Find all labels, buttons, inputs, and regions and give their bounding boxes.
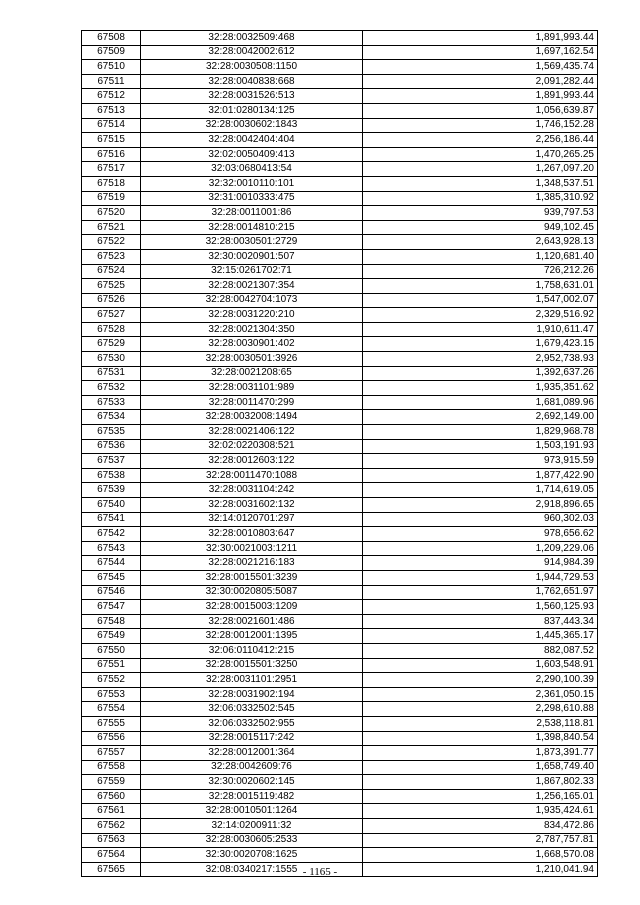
record-id-cell: 67550 <box>82 643 141 658</box>
amount-cell: 2,643,928.13 <box>363 235 598 250</box>
amount-cell: 1,569,435.74 <box>363 60 598 75</box>
record-id-cell: 67527 <box>82 308 141 323</box>
cadastral-number-cell: 32:28:0015119:482 <box>141 789 363 804</box>
table-row <box>82 176 598 191</box>
record-id-cell: 67523 <box>82 249 141 264</box>
cadastral-number-cell: 32:28:0015117:242 <box>141 731 363 746</box>
table-row <box>82 352 598 367</box>
table-row <box>82 395 598 410</box>
amount-cell: 2,952,738.93 <box>363 352 598 367</box>
cadastral-number-cell: 32:28:0031902:194 <box>141 687 363 702</box>
cadastral-number-cell: 32:14:0200911:32 <box>141 819 363 834</box>
amount-cell: 2,538,118.81 <box>363 716 598 731</box>
record-id-cell: 67556 <box>82 731 141 746</box>
amount-cell: 1,758,631.01 <box>363 279 598 294</box>
amount-cell: 2,787,757.81 <box>363 833 598 848</box>
cadastral-number-cell: 32:28:0021216:183 <box>141 556 363 571</box>
cadastral-number-cell: 32:28:0030501:2729 <box>141 235 363 250</box>
record-id-cell: 67544 <box>82 556 141 571</box>
cadastral-number-cell: 32:30:0020602:145 <box>141 775 363 790</box>
table-row <box>82 249 598 264</box>
amount-cell: 1,746,152.28 <box>363 118 598 133</box>
record-id-cell: 67539 <box>82 483 141 498</box>
amount-cell: 837,443.34 <box>363 614 598 629</box>
table-row <box>82 556 598 571</box>
table-row <box>82 31 598 46</box>
record-id-cell: 67559 <box>82 775 141 790</box>
amount-cell: 1,658,749.40 <box>363 760 598 775</box>
cadastral-number-cell: 32:28:0021601:486 <box>141 614 363 629</box>
record-id-cell: 67536 <box>82 439 141 454</box>
table-row <box>82 381 598 396</box>
amount-cell: 726,212.26 <box>363 264 598 279</box>
record-id-cell: 67542 <box>82 527 141 542</box>
cadastral-number-cell: 32:15:0261702:71 <box>141 264 363 279</box>
cadastral-number-cell: 32:28:0031101:2951 <box>141 673 363 688</box>
record-id-cell: 67510 <box>82 60 141 75</box>
record-id-cell: 67537 <box>82 454 141 469</box>
record-id-cell: 67521 <box>82 220 141 235</box>
amount-cell: 1,209,229.06 <box>363 541 598 556</box>
record-id-cell: 67530 <box>82 352 141 367</box>
record-id-cell: 67543 <box>82 541 141 556</box>
amount-cell: 914,984.39 <box>363 556 598 571</box>
amount-cell: 1,681,089.96 <box>363 395 598 410</box>
record-id-cell: 67519 <box>82 191 141 206</box>
table-row <box>82 118 598 133</box>
table-row <box>82 673 598 688</box>
record-id-cell: 67553 <box>82 687 141 702</box>
table-row <box>82 206 598 221</box>
cadastral-number-cell: 32:28:0030605:2533 <box>141 833 363 848</box>
amount-cell: 2,256,186.44 <box>363 133 598 148</box>
cadastral-number-cell: 32:28:0040838:668 <box>141 74 363 89</box>
record-id-cell: 67560 <box>82 789 141 804</box>
amount-cell: 2,290,100.39 <box>363 673 598 688</box>
amount-cell: 978,656.62 <box>363 527 598 542</box>
table-row <box>82 585 598 600</box>
amount-cell: 1,679,423.15 <box>363 337 598 352</box>
cadastral-number-cell: 32:28:0031101:989 <box>141 381 363 396</box>
cadastral-number-cell: 32:31:0010333:475 <box>141 191 363 206</box>
record-id-cell: 67511 <box>82 74 141 89</box>
table-row <box>82 629 598 644</box>
records-table <box>81 30 598 877</box>
record-id-cell: 67513 <box>82 103 141 118</box>
table-row <box>82 498 598 513</box>
cadastral-number-cell: 32:28:0042609:76 <box>141 760 363 775</box>
amount-cell: 1,867,802.33 <box>363 775 598 790</box>
cadastral-number-cell: 32:30:0020708:1625 <box>141 848 363 863</box>
amount-cell: 1,935,424.61 <box>363 804 598 819</box>
amount-cell: 1,210,041.94 <box>363 862 598 877</box>
cadastral-number-cell: 32:28:0031602:132 <box>141 498 363 513</box>
record-id-cell: 67520 <box>82 206 141 221</box>
record-id-cell: 67514 <box>82 118 141 133</box>
record-id-cell: 67526 <box>82 293 141 308</box>
record-id-cell: 67555 <box>82 716 141 731</box>
cadastral-number-cell: 32:28:0042002:612 <box>141 45 363 60</box>
table-row <box>82 658 598 673</box>
cadastral-number-cell: 32:28:0010501:1264 <box>141 804 363 819</box>
cadastral-number-cell: 32:30:0020901:507 <box>141 249 363 264</box>
amount-cell: 2,091,282.44 <box>363 74 598 89</box>
table-row <box>82 337 598 352</box>
amount-cell: 2,329,516.92 <box>363 308 598 323</box>
cadastral-number-cell: 32:28:0015501:3239 <box>141 570 363 585</box>
cadastral-number-cell: 32:06:0110412:215 <box>141 643 363 658</box>
page-number: - 1165 - <box>302 866 338 878</box>
record-id-cell: 67515 <box>82 133 141 148</box>
amount-cell: 1,891,993.44 <box>363 89 598 104</box>
table-row <box>82 410 598 425</box>
table-row <box>82 702 598 717</box>
cadastral-number-cell: 32:06:0332502:955 <box>141 716 363 731</box>
table-row <box>82 133 598 148</box>
record-id-cell: 67534 <box>82 410 141 425</box>
table-row <box>82 614 598 629</box>
record-id-cell: 67565 <box>82 862 141 877</box>
table-row <box>82 74 598 89</box>
table-row <box>82 527 598 542</box>
cadastral-number-cell: 32:28:0011470:1088 <box>141 468 363 483</box>
record-id-cell: 67547 <box>82 600 141 615</box>
cadastral-number-cell: 32:28:0011470:299 <box>141 395 363 410</box>
amount-cell: 1,503,191.93 <box>363 439 598 454</box>
cadastral-number-cell: 32:28:0015501:3250 <box>141 658 363 673</box>
cadastral-number-cell: 32:28:0031220:210 <box>141 308 363 323</box>
table-row <box>82 220 598 235</box>
amount-cell: 1,891,993.44 <box>363 31 598 46</box>
record-id-cell: 67533 <box>82 395 141 410</box>
record-id-cell: 67563 <box>82 833 141 848</box>
records-table-body <box>82 31 598 877</box>
cadastral-number-cell: 32:28:0021208:65 <box>141 366 363 381</box>
amount-cell: 1,445,365.17 <box>363 629 598 644</box>
amount-cell: 2,361,050.15 <box>363 687 598 702</box>
table-row <box>82 279 598 294</box>
cadastral-number-cell: 32:02:0220308:521 <box>141 439 363 454</box>
record-id-cell: 67558 <box>82 760 141 775</box>
amount-cell: 1,560,125.93 <box>363 600 598 615</box>
amount-cell: 949,102.45 <box>363 220 598 235</box>
table-row <box>82 541 598 556</box>
record-id-cell: 67552 <box>82 673 141 688</box>
cadastral-number-cell: 32:28:0032509:468 <box>141 31 363 46</box>
table-row <box>82 483 598 498</box>
record-id-cell: 67516 <box>82 147 141 162</box>
record-id-cell: 67522 <box>82 235 141 250</box>
record-id-cell: 67557 <box>82 746 141 761</box>
record-id-cell: 67532 <box>82 381 141 396</box>
record-id-cell: 67545 <box>82 570 141 585</box>
record-id-cell: 67546 <box>82 585 141 600</box>
cadastral-number-cell: 32:28:0031526:513 <box>141 89 363 104</box>
table-row <box>82 60 598 75</box>
amount-cell: 882,087.52 <box>363 643 598 658</box>
cadastral-number-cell: 32:28:0012603:122 <box>141 454 363 469</box>
cadastral-number-cell: 32:28:0031104:242 <box>141 483 363 498</box>
amount-cell: 1,056,639.87 <box>363 103 598 118</box>
table-row <box>82 45 598 60</box>
record-id-cell: 67535 <box>82 425 141 440</box>
amount-cell: 1,547,002.07 <box>363 293 598 308</box>
table-row <box>82 848 598 863</box>
table-row <box>82 716 598 731</box>
amount-cell: 1,603,548.91 <box>363 658 598 673</box>
cadastral-number-cell: 32:28:0015003:1209 <box>141 600 363 615</box>
table-row <box>82 293 598 308</box>
table-row <box>82 191 598 206</box>
table-row <box>82 731 598 746</box>
record-id-cell: 67518 <box>82 176 141 191</box>
table-row <box>82 322 598 337</box>
table-row <box>82 235 598 250</box>
table-row <box>82 570 598 585</box>
amount-cell: 2,692,149.00 <box>363 410 598 425</box>
amount-cell: 1,873,391.77 <box>363 746 598 761</box>
record-id-cell: 67512 <box>82 89 141 104</box>
record-id-cell: 67564 <box>82 848 141 863</box>
record-id-cell: 67549 <box>82 629 141 644</box>
table-row <box>82 425 598 440</box>
amount-cell: 1,714,619.05 <box>363 483 598 498</box>
cadastral-number-cell: 32:28:0021307:354 <box>141 279 363 294</box>
cadastral-number-cell: 32:03:0680413:54 <box>141 162 363 177</box>
table-row <box>82 89 598 104</box>
cadastral-number-cell: 32:28:0030602:1843 <box>141 118 363 133</box>
cadastral-number-cell: 32:28:0012001:1395 <box>141 629 363 644</box>
table-row <box>82 512 598 527</box>
record-id-cell: 67540 <box>82 498 141 513</box>
cadastral-number-cell: 32:14:0120701:297 <box>141 512 363 527</box>
amount-cell: 1,935,351.62 <box>363 381 598 396</box>
cadastral-number-cell: 32:28:0021304:350 <box>141 322 363 337</box>
amount-cell: 1,944,729.53 <box>363 570 598 585</box>
cadastral-number-cell: 32:28:0030508:1150 <box>141 60 363 75</box>
amount-cell: 1,697,162.54 <box>363 45 598 60</box>
amount-cell: 1,877,422.90 <box>363 468 598 483</box>
cadastral-number-cell: 32:02:0050409:413 <box>141 147 363 162</box>
amount-cell: 1,668,570.08 <box>363 848 598 863</box>
record-id-cell: 67554 <box>82 702 141 717</box>
cadastral-number-cell: 32:28:0021406:122 <box>141 425 363 440</box>
amount-cell: 1,762,651.97 <box>363 585 598 600</box>
table-row <box>82 264 598 279</box>
record-id-cell: 67562 <box>82 819 141 834</box>
cadastral-number-cell: 32:28:0011001:86 <box>141 206 363 221</box>
cadastral-number-cell: 32:06:0332502:545 <box>141 702 363 717</box>
table-row <box>82 789 598 804</box>
amount-cell: 939,797.53 <box>363 206 598 221</box>
table-row <box>82 162 598 177</box>
amount-cell: 834,472.86 <box>363 819 598 834</box>
cadastral-number-cell: 32:28:0042404:404 <box>141 133 363 148</box>
table-row <box>82 746 598 761</box>
amount-cell: 1,398,840.54 <box>363 731 598 746</box>
cadastral-number-cell: 32:32:0010110:101 <box>141 176 363 191</box>
table-row <box>82 804 598 819</box>
table-row <box>82 439 598 454</box>
amount-cell: 1,256,165.01 <box>363 789 598 804</box>
table-row <box>82 687 598 702</box>
amount-cell: 973,915.59 <box>363 454 598 469</box>
cadastral-number-cell: 32:30:0020805:5087 <box>141 585 363 600</box>
table-row <box>82 454 598 469</box>
amount-cell: 1,385,310.92 <box>363 191 598 206</box>
amount-cell: 2,918,896.65 <box>363 498 598 513</box>
cadastral-number-cell: 32:28:0042704:1073 <box>141 293 363 308</box>
record-id-cell: 67517 <box>82 162 141 177</box>
table-row <box>82 308 598 323</box>
amount-cell: 1,392,637.26 <box>363 366 598 381</box>
table-row <box>82 600 598 615</box>
table-row <box>82 103 598 118</box>
amount-cell: 1,267,097.20 <box>363 162 598 177</box>
cadastral-number-cell: 32:28:0030501:3926 <box>141 352 363 367</box>
record-id-cell: 67541 <box>82 512 141 527</box>
cadastral-number-cell: 32:30:0021003:1211 <box>141 541 363 556</box>
amount-cell: 960,302.03 <box>363 512 598 527</box>
record-id-cell: 67561 <box>82 804 141 819</box>
table-row <box>82 147 598 162</box>
record-id-cell: 67525 <box>82 279 141 294</box>
amount-cell: 1,910,611.47 <box>363 322 598 337</box>
cadastral-number-cell: 32:28:0030901:402 <box>141 337 363 352</box>
cadastral-number-cell: 32:28:0010803:647 <box>141 527 363 542</box>
record-id-cell: 67551 <box>82 658 141 673</box>
amount-cell: 2,298,610.88 <box>363 702 598 717</box>
cadastral-number-cell: 32:01:0280134:125 <box>141 103 363 118</box>
table-row <box>82 760 598 775</box>
cadastral-number-cell: 32:28:0012001:364 <box>141 746 363 761</box>
record-id-cell: 67509 <box>82 45 141 60</box>
table-row <box>82 819 598 834</box>
cadastral-number-cell: 32:08:0340217:1555 <box>141 862 363 877</box>
table-row <box>82 643 598 658</box>
record-id-cell: 67538 <box>82 468 141 483</box>
amount-cell: 1,120,681.40 <box>363 249 598 264</box>
cadastral-number-cell: 32:28:0032008:1494 <box>141 410 363 425</box>
amount-cell: 1,470,265.25 <box>363 147 598 162</box>
record-id-cell: 67548 <box>82 614 141 629</box>
table-row <box>82 833 598 848</box>
table-row <box>82 366 598 381</box>
record-id-cell: 67524 <box>82 264 141 279</box>
amount-cell: 1,829,968.78 <box>363 425 598 440</box>
record-id-cell: 67529 <box>82 337 141 352</box>
record-id-cell: 67508 <box>82 31 141 46</box>
record-id-cell: 67531 <box>82 366 141 381</box>
amount-cell: 1,348,537.51 <box>363 176 598 191</box>
record-id-cell: 67528 <box>82 322 141 337</box>
table-row <box>82 468 598 483</box>
cadastral-number-cell: 32:28:0014810:215 <box>141 220 363 235</box>
table-row <box>82 775 598 790</box>
